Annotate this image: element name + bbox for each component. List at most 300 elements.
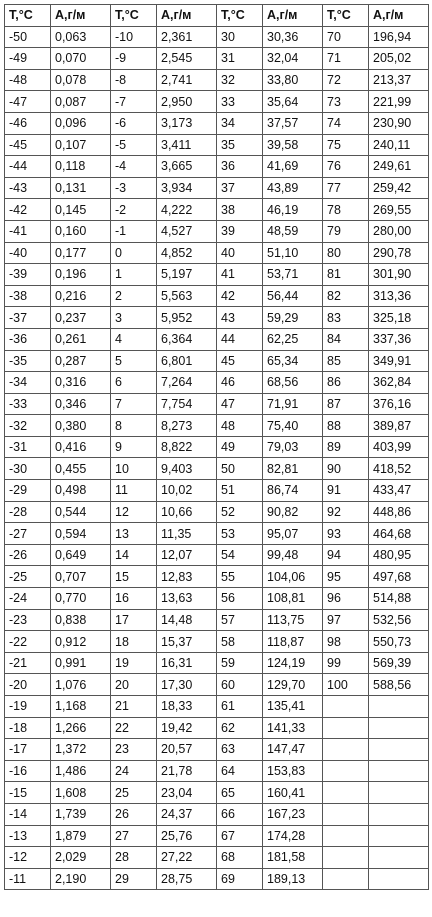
humidity-cell: 0,991 [51, 652, 111, 674]
temperature-cell: 78 [323, 199, 369, 221]
humidity-cell: 2,950 [157, 91, 217, 113]
humidity-cell: 569,39 [369, 652, 429, 674]
temperature-cell: 26 [111, 803, 157, 825]
table-row [5, 458, 429, 480]
table-row [5, 307, 429, 329]
humidity-cell: 3,665 [157, 156, 217, 178]
humidity-cell: 249,61 [369, 156, 429, 178]
humidity-cell: 1,486 [51, 760, 111, 782]
table-row [5, 544, 429, 566]
humidity-cell: 0,118 [51, 156, 111, 178]
temperature-cell: 67 [217, 825, 263, 847]
temperature-cell: 20 [111, 674, 157, 696]
temperature-cell: -1 [111, 220, 157, 242]
humidity-cell [369, 739, 429, 761]
temperature-cell: -44 [5, 156, 51, 178]
humidity-cell: 1,879 [51, 825, 111, 847]
table-row [5, 199, 429, 221]
humidity-cell: 0,649 [51, 544, 111, 566]
humidity-cell: 141,33 [263, 717, 323, 739]
temperature-cell: 14 [111, 544, 157, 566]
table-row [5, 501, 429, 523]
humidity-cell: 32,04 [263, 48, 323, 70]
humidity-cell: 0,912 [51, 631, 111, 653]
humidity-cell: 0,177 [51, 242, 111, 264]
temperature-cell: 89 [323, 436, 369, 458]
humidity-cell: 10,66 [157, 501, 217, 523]
table-row [5, 717, 429, 739]
humidity-cell: 43,89 [263, 177, 323, 199]
temperature-cell: 69 [217, 868, 263, 890]
humidity-cell: 7,754 [157, 393, 217, 415]
table-row [5, 674, 429, 696]
temperature-cell: 19 [111, 652, 157, 674]
humidity-cell: 0,063 [51, 26, 111, 48]
table-row [5, 523, 429, 545]
temperature-cell: 96 [323, 588, 369, 610]
temperature-cell: 9 [111, 436, 157, 458]
humidity-cell: 21,78 [157, 760, 217, 782]
humidity-cell [369, 782, 429, 804]
table-row [5, 350, 429, 372]
humidity-cell: 147,47 [263, 739, 323, 761]
temperature-cell: 55 [217, 566, 263, 588]
temperature-cell: -4 [111, 156, 157, 178]
humidity-cell: 16,31 [157, 652, 217, 674]
temperature-cell: 59 [217, 652, 263, 674]
humidity-cell: 41,69 [263, 156, 323, 178]
humidity-cell: 2,545 [157, 48, 217, 70]
humidity-cell [369, 803, 429, 825]
temperature-cell: 61 [217, 696, 263, 718]
temperature-cell: 52 [217, 501, 263, 523]
temperature-cell: 39 [217, 220, 263, 242]
humidity-cell: 62,25 [263, 328, 323, 350]
humidity-cell: 17,30 [157, 674, 217, 696]
temperature-cell: 60 [217, 674, 263, 696]
table-row [5, 177, 429, 199]
humidity-cell: 313,36 [369, 285, 429, 307]
table-row [5, 588, 429, 610]
humidity-cell: 588,56 [369, 674, 429, 696]
table-row [5, 112, 429, 134]
temperature-cell: -7 [111, 91, 157, 113]
temperature-cell: 49 [217, 436, 263, 458]
temperature-cell: 93 [323, 523, 369, 545]
humidity-cell: 403,99 [369, 436, 429, 458]
table-row [5, 372, 429, 394]
humidity-cell: 23,04 [157, 782, 217, 804]
temperature-cell: 13 [111, 523, 157, 545]
temperature-cell [323, 868, 369, 890]
humidity-cell: 108,81 [263, 588, 323, 610]
temperature-cell: 38 [217, 199, 263, 221]
humidity-cell: 1,168 [51, 696, 111, 718]
temperature-cell: -37 [5, 307, 51, 329]
temperature-cell: -16 [5, 760, 51, 782]
table-row [5, 480, 429, 502]
temperature-cell: 48 [217, 415, 263, 437]
temperature-cell: -22 [5, 631, 51, 653]
temperature-cell: 42 [217, 285, 263, 307]
temperature-cell: 11 [111, 480, 157, 502]
temperature-cell: 16 [111, 588, 157, 610]
humidity-cell: 1,608 [51, 782, 111, 804]
humidity-cell: 0,096 [51, 112, 111, 134]
humidity-cell: 181,58 [263, 847, 323, 869]
temperature-cell: -45 [5, 134, 51, 156]
humidity-cell [369, 717, 429, 739]
temperature-cell: 44 [217, 328, 263, 350]
temperature-cell: 63 [217, 739, 263, 761]
humidity-cell: 167,23 [263, 803, 323, 825]
humidity-cell: 0,316 [51, 372, 111, 394]
table-row [5, 69, 429, 91]
temperature-cell: -49 [5, 48, 51, 70]
temperature-cell: -30 [5, 458, 51, 480]
temperature-cell: 3 [111, 307, 157, 329]
temperature-cell: 45 [217, 350, 263, 372]
humidity-cell: 30,36 [263, 26, 323, 48]
humidity-cell: 5,197 [157, 264, 217, 286]
humidity-cell: 86,74 [263, 480, 323, 502]
temperature-cell: 8 [111, 415, 157, 437]
temperature-cell: -12 [5, 847, 51, 869]
humidity-cell: 14,48 [157, 609, 217, 631]
humidity-cell: 8,273 [157, 415, 217, 437]
humidity-cell: 82,81 [263, 458, 323, 480]
table-body [5, 26, 429, 890]
temperature-cell [323, 803, 369, 825]
humidity-cell: 8,822 [157, 436, 217, 458]
temperature-cell: -21 [5, 652, 51, 674]
temperature-cell: -8 [111, 69, 157, 91]
temperature-cell: 4 [111, 328, 157, 350]
table-row [5, 328, 429, 350]
table-row [5, 220, 429, 242]
temperature-cell [323, 696, 369, 718]
temperature-cell: -5 [111, 134, 157, 156]
humidity-cell: 0,416 [51, 436, 111, 458]
humidity-cell: 90,82 [263, 501, 323, 523]
temperature-cell: 98 [323, 631, 369, 653]
temperature-cell: 35 [217, 134, 263, 156]
humidity-cell: 1,739 [51, 803, 111, 825]
humidity-cell: 290,78 [369, 242, 429, 264]
humidity-cell: 20,57 [157, 739, 217, 761]
humidity-cell: 0,237 [51, 307, 111, 329]
temperature-cell: 58 [217, 631, 263, 653]
humidity-cell: 221,99 [369, 91, 429, 113]
temperature-cell: -38 [5, 285, 51, 307]
humidity-cell: 337,36 [369, 328, 429, 350]
temperature-cell: 5 [111, 350, 157, 372]
humidity-cell: 189,13 [263, 868, 323, 890]
table-row [5, 134, 429, 156]
table-row [5, 415, 429, 437]
temperature-cell: 21 [111, 696, 157, 718]
humidity-cell: 280,00 [369, 220, 429, 242]
humidity-cell: 2,361 [157, 26, 217, 48]
table-row [5, 264, 429, 286]
humidity-cell: 196,94 [369, 26, 429, 48]
temperature-cell: 53 [217, 523, 263, 545]
table-row [5, 393, 429, 415]
humidity-cell [369, 847, 429, 869]
humidity-cell: 205,02 [369, 48, 429, 70]
temperature-cell: -46 [5, 112, 51, 134]
humidity-cell: 0,107 [51, 134, 111, 156]
humidity-cell: 325,18 [369, 307, 429, 329]
humidity-cell: 1,076 [51, 674, 111, 696]
humidity-cell: 79,03 [263, 436, 323, 458]
temperature-cell: -15 [5, 782, 51, 804]
humidity-cell: 0,346 [51, 393, 111, 415]
humidity-cell: 0,838 [51, 609, 111, 631]
humidity-cell: 11,35 [157, 523, 217, 545]
humidity-cell: 48,59 [263, 220, 323, 242]
temperature-cell: 25 [111, 782, 157, 804]
humidity-cell: 35,64 [263, 91, 323, 113]
header-temperature: T,°C [5, 5, 51, 27]
humidity-cell: 4,527 [157, 220, 217, 242]
temperature-cell: -28 [5, 501, 51, 523]
humidity-cell: 418,52 [369, 458, 429, 480]
temperature-cell: -26 [5, 544, 51, 566]
table-row [5, 91, 429, 113]
header-absolute-humidity: A,г/м [157, 5, 217, 27]
humidity-cell: 269,55 [369, 199, 429, 221]
humidity-cell: 0,087 [51, 91, 111, 113]
header-absolute-humidity: A,г/м [369, 5, 429, 27]
header-temperature: T,°C [217, 5, 263, 27]
temperature-cell: 71 [323, 48, 369, 70]
humidity-cell: 51,10 [263, 242, 323, 264]
temperature-cell: -20 [5, 674, 51, 696]
table-row [5, 782, 429, 804]
humidity-cell: 4,852 [157, 242, 217, 264]
header-row [5, 5, 429, 27]
temperature-cell: 0 [111, 242, 157, 264]
table-row [5, 566, 429, 588]
temperature-cell [323, 739, 369, 761]
temperature-cell: -33 [5, 393, 51, 415]
humidity-cell: 118,87 [263, 631, 323, 653]
humidity-cell: 39,58 [263, 134, 323, 156]
temperature-cell: -41 [5, 220, 51, 242]
humidity-cell: 389,87 [369, 415, 429, 437]
humidity-cell: 2,190 [51, 868, 111, 890]
temperature-cell: -34 [5, 372, 51, 394]
humidity-cell: 71,91 [263, 393, 323, 415]
temperature-cell: 46 [217, 372, 263, 394]
humidity-cell: 3,411 [157, 134, 217, 156]
temperature-cell: 23 [111, 739, 157, 761]
temperature-cell: -25 [5, 566, 51, 588]
temperature-cell: -2 [111, 199, 157, 221]
temperature-cell: 92 [323, 501, 369, 523]
temperature-cell: 86 [323, 372, 369, 394]
temperature-cell: 95 [323, 566, 369, 588]
temperature-cell: -9 [111, 48, 157, 70]
humidity-cell: 3,173 [157, 112, 217, 134]
humidity-cell: 0,707 [51, 566, 111, 588]
temperature-cell [323, 847, 369, 869]
humidity-cell: 1,266 [51, 717, 111, 739]
temperature-cell: 18 [111, 631, 157, 653]
temperature-cell: -11 [5, 868, 51, 890]
humidity-cell: 75,40 [263, 415, 323, 437]
temperature-cell: 79 [323, 220, 369, 242]
humidity-cell: 376,16 [369, 393, 429, 415]
humidity-cell: 464,68 [369, 523, 429, 545]
temperature-cell: 94 [323, 544, 369, 566]
temperature-cell: -36 [5, 328, 51, 350]
temperature-cell: 82 [323, 285, 369, 307]
temperature-cell: 90 [323, 458, 369, 480]
temperature-cell: 33 [217, 91, 263, 113]
humidity-cell: 0,287 [51, 350, 111, 372]
humidity-cell: 18,33 [157, 696, 217, 718]
humidity-cell: 0,196 [51, 264, 111, 286]
humidity-cell: 301,90 [369, 264, 429, 286]
temperature-cell: -19 [5, 696, 51, 718]
humidity-cell: 0,070 [51, 48, 111, 70]
temperature-cell: 37 [217, 177, 263, 199]
humidity-cell: 153,83 [263, 760, 323, 782]
humidity-cell: 46,19 [263, 199, 323, 221]
humidity-cell [369, 868, 429, 890]
temperature-cell: 56 [217, 588, 263, 610]
humidity-cell: 68,56 [263, 372, 323, 394]
humidity-cell: 56,44 [263, 285, 323, 307]
humidity-cell: 0,770 [51, 588, 111, 610]
header-absolute-humidity: A,г/м [51, 5, 111, 27]
humidity-cell: 0,455 [51, 458, 111, 480]
humidity-cell: 448,86 [369, 501, 429, 523]
humidity-cell: 135,41 [263, 696, 323, 718]
humidity-cell: 10,02 [157, 480, 217, 502]
humidity-cell: 1,372 [51, 739, 111, 761]
temperature-cell: 81 [323, 264, 369, 286]
temperature-cell: 51 [217, 480, 263, 502]
temperature-cell: -42 [5, 199, 51, 221]
humidity-cell: 362,84 [369, 372, 429, 394]
temperature-cell: 47 [217, 393, 263, 415]
humidity-cell: 5,952 [157, 307, 217, 329]
table-row [5, 652, 429, 674]
temperature-cell: 12 [111, 501, 157, 523]
humidity-cell: 12,07 [157, 544, 217, 566]
humidity-cell: 27,22 [157, 847, 217, 869]
table-row [5, 760, 429, 782]
humidity-cell: 28,75 [157, 868, 217, 890]
temperature-cell: 29 [111, 868, 157, 890]
humidity-cell: 160,41 [263, 782, 323, 804]
humidity-cell: 240,11 [369, 134, 429, 156]
table-row [5, 48, 429, 70]
temperature-cell: 77 [323, 177, 369, 199]
temperature-cell: 6 [111, 372, 157, 394]
temperature-cell: 80 [323, 242, 369, 264]
humidity-cell: 532,56 [369, 609, 429, 631]
table-row [5, 242, 429, 264]
humidity-cell: 24,37 [157, 803, 217, 825]
table-row [5, 436, 429, 458]
temperature-cell: 83 [323, 307, 369, 329]
temperature-cell: 99 [323, 652, 369, 674]
temperature-cell: -39 [5, 264, 51, 286]
table-row [5, 847, 429, 869]
humidity-table [4, 4, 429, 890]
humidity-cell: 0,498 [51, 480, 111, 502]
humidity-cell: 13,63 [157, 588, 217, 610]
temperature-cell: -48 [5, 69, 51, 91]
temperature-cell [323, 825, 369, 847]
humidity-cell: 259,42 [369, 177, 429, 199]
temperature-cell: -35 [5, 350, 51, 372]
humidity-cell: 59,29 [263, 307, 323, 329]
temperature-cell: 62 [217, 717, 263, 739]
humidity-cell: 0,544 [51, 501, 111, 523]
humidity-cell: 2,029 [51, 847, 111, 869]
temperature-cell: 76 [323, 156, 369, 178]
header-temperature: T,°C [323, 5, 369, 27]
humidity-cell: 5,563 [157, 285, 217, 307]
temperature-cell: 24 [111, 760, 157, 782]
table-row [5, 739, 429, 761]
humidity-cell: 0,145 [51, 199, 111, 221]
temperature-cell: 2 [111, 285, 157, 307]
humidity-cell [369, 696, 429, 718]
temperature-cell: 100 [323, 674, 369, 696]
table-row [5, 803, 429, 825]
humidity-cell: 3,934 [157, 177, 217, 199]
temperature-cell: 43 [217, 307, 263, 329]
temperature-cell: 30 [217, 26, 263, 48]
humidity-cell: 104,06 [263, 566, 323, 588]
humidity-cell: 0,261 [51, 328, 111, 350]
temperature-cell [323, 717, 369, 739]
temperature-cell: -17 [5, 739, 51, 761]
humidity-cell: 0,078 [51, 69, 111, 91]
temperature-cell: -50 [5, 26, 51, 48]
temperature-cell: 50 [217, 458, 263, 480]
temperature-cell: 97 [323, 609, 369, 631]
temperature-cell: 66 [217, 803, 263, 825]
temperature-cell: -18 [5, 717, 51, 739]
temperature-cell: 22 [111, 717, 157, 739]
temperature-cell: -13 [5, 825, 51, 847]
temperature-cell: 84 [323, 328, 369, 350]
humidity-cell: 37,57 [263, 112, 323, 134]
humidity-cell: 230,90 [369, 112, 429, 134]
temperature-cell: -23 [5, 609, 51, 631]
temperature-cell: -31 [5, 436, 51, 458]
table-row [5, 825, 429, 847]
humidity-cell: 480,95 [369, 544, 429, 566]
humidity-cell: 0,160 [51, 220, 111, 242]
humidity-cell: 4,222 [157, 199, 217, 221]
humidity-cell: 433,47 [369, 480, 429, 502]
humidity-cell: 497,68 [369, 566, 429, 588]
table-row [5, 26, 429, 48]
humidity-cell: 15,37 [157, 631, 217, 653]
humidity-cell [369, 825, 429, 847]
table-row [5, 156, 429, 178]
humidity-cell: 25,76 [157, 825, 217, 847]
humidity-cell: 53,71 [263, 264, 323, 286]
